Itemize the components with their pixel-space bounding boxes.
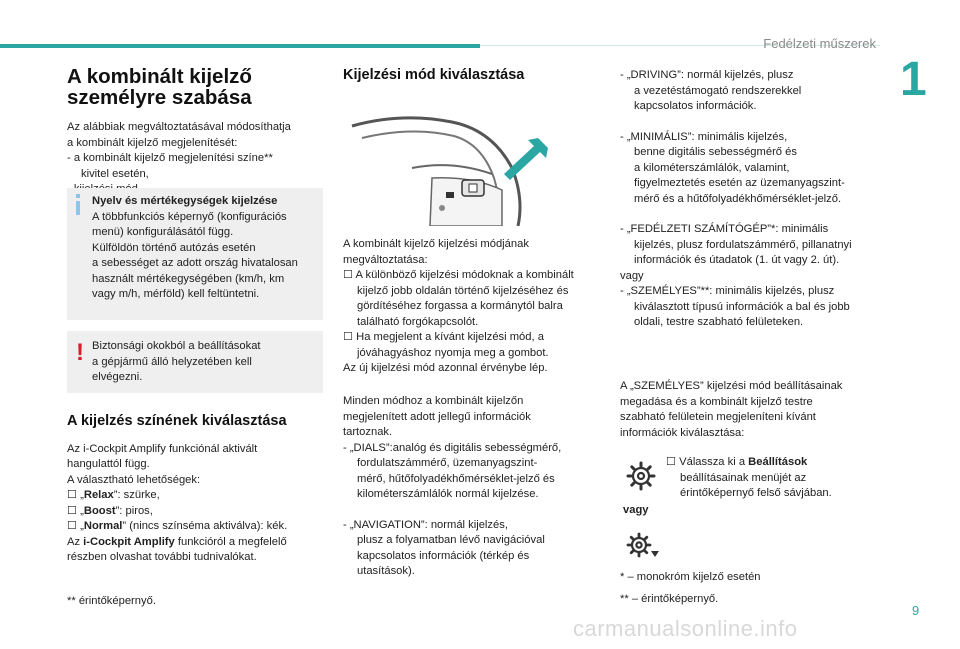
info-box [67, 188, 323, 320]
mode-section-title-wrap [343, 68, 593, 84]
section-header-title: Fedélzeti műszerek [763, 36, 876, 51]
option-boost: ☐ „Boost”: piros, [67, 504, 153, 517]
mode-minimal: - „MINIMÁLIS”: minimális kijelzés, [620, 130, 788, 143]
info-icon [76, 194, 80, 198]
settings-gear-icon [626, 461, 656, 496]
mode-instructions: A kombinált kijelző kijelzési módjának megváltoztatása: ☐ A különböző kijelzési módoknak a kombinált kijelző jobb oldalán történő kijelzéséhez és gördítéséhez forgassa a kormánytól balra található forgókapcsolót. ☐ Ha megjelent a kívánt kijelzési mód, a jóváhagyáshoz nyomja meg a gombot. Az új kijelzési mód azonnal érvénybe lép. [343, 238, 574, 374]
section-title: Kijelzési mód kiválasztása [343, 67, 525, 83]
personal-settings-intro: A „SZEMÉLYES” kijelzési mód beállításainak megadása és a kombinált kijelző testre szabható felületein megjeleníteni kívánt információk kiválasztása: [620, 380, 843, 439]
color-section [67, 414, 327, 566]
mode-navigation: - „NAVIGATION”: normál kijelzés, [343, 518, 508, 531]
steering-wheel-icon [342, 108, 574, 226]
info-line: a sebességet az adott ország hivatalosan [92, 257, 298, 269]
page-title: A kombinált kijelző személyre szabása [67, 65, 252, 109]
settings-gear-dropdown-icon [626, 532, 662, 567]
info-title: Nyelv és mértékegységek kijelzése [92, 195, 278, 207]
footnote: ** érintőképernyő. [67, 595, 156, 607]
warning-box [67, 331, 323, 393]
footnote: ** – érintőképernyő. [620, 592, 719, 605]
header-accent-line [0, 44, 480, 48]
intro-line: a kombinált kijelző megjelenítését: [67, 136, 238, 149]
settings-instruction: ☐ Válassza ki a Beállítások beállításainak menüjét az érintőképernyő felső sávjában. [666, 456, 832, 499]
footnotes [620, 570, 880, 607]
body-line: Az i-Cockpit Amplify funkcióról a megfelelő [67, 535, 287, 548]
list-item: kivitel esetén, [81, 167, 149, 180]
mode-driving: - „DRIVING”: normál kijelzés, plusz [620, 69, 794, 81]
warning-line: Biztonsági okokból a beállításokat [92, 340, 261, 352]
warning-line: a gépjármű álló helyzetében kell [92, 355, 252, 368]
mode-list-continued: - „DRIVING”: normál kijelzés, plusz a vezetéstámogató rendszerekkel kapcsolatos információk. - „MINIMÁLIS”: minimális kijelzés, benne digitális sebességmérő és a kilométerszámlálók, valamint, figyelmeztetés esetén az üzemanyagszint- mérő és a hűtőfolyadékhőmérséklet-jelző. - „FEDÉLZETI SZÁMÍTÓGÉP”*: minimális kijelzés, plusz fordulatszámmérő, pillanatnyi információk és útadatok (1. út vagy 2. út). vagy - „SZEMÉLYES”**: minimális kijelzés, plusz kiválasztott típusú információk a bal és jobb oldali, testre szabható felületeken. [620, 68, 880, 331]
warning-line: elvégezni. [92, 371, 143, 383]
mode-personal: - „SZEMÉLYES”**: minimális kijelzés, plusz [620, 285, 835, 297]
list-item: - a kombinált kijelző megjelenítési színe** [67, 152, 273, 164]
body-line: A választható lehetőségek: [67, 473, 201, 486]
body-line: hangulattól függ. [67, 458, 150, 470]
steering-wheel-illustration [342, 108, 574, 226]
info-icon-bar [76, 201, 80, 215]
body-line: részben olvashat további tudnivalókat. [67, 551, 257, 563]
info-line: vagy m/h, mérföld) kell feltüntetni. [92, 288, 260, 300]
option-relax: ☐ „Relax”: szürke, [67, 489, 160, 501]
info-line: A többfunkciós képernyő (konfigurációs [92, 210, 287, 223]
or-label: vagy [623, 504, 649, 516]
intro-line: Az alábbiak megváltoztatásával módosíthatja [67, 121, 291, 133]
chapter-number: 1 [900, 53, 927, 106]
column-left [67, 66, 327, 198]
mode-dials: - „DIALS”:analóg és digitális sebességmérő, [343, 441, 562, 454]
mode-trip-computer: - „FEDÉLZETI SZÁMÍTÓGÉP”*: minimális [620, 223, 829, 235]
watermark: carmanualsonline.info [573, 616, 798, 641]
info-line: menü) konfigurálásától függ. [92, 226, 234, 238]
warning-icon: ! [76, 339, 84, 366]
info-line: használt mértékegységében (km/h, km [92, 272, 285, 285]
mode-list: Minden módhoz a kombinált kijelzőn megjelenített adott jellegű információk tartoznak. - „DIALS”:analóg és digitális sebességmérő, fordulatszámmérő, üzemanyagszint- mérő, hűtőfolyadékhőmérséklet-jelző és kilométerszámlálók normál kijelzése. - „NAVIGATION”: normál kijelzés, plusz a folyamatban lévő navigációval kapcsolatos információk (térkép és utasítások). [343, 394, 603, 580]
info-line: Külföldön történő autózás esetén [92, 241, 256, 254]
option-normal: ☐ „Normal” (nincs színséma aktiválva): kék. [67, 520, 288, 532]
body-line: Az i-Cockpit Amplify funkciónál aktivált [67, 442, 258, 455]
footnote: * – monokróm kijelző esetén [620, 571, 761, 583]
section-title: A kijelzés színének kiválasztása [67, 413, 287, 429]
page-number: 9 [912, 603, 920, 618]
